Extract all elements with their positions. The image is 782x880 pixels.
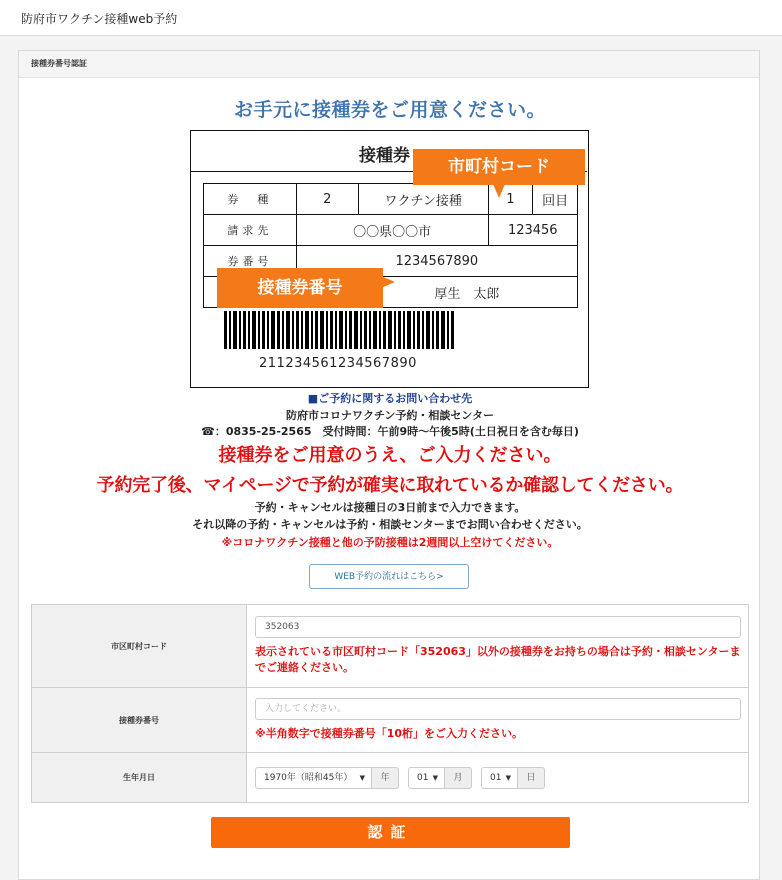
auth-form	[31, 604, 749, 803]
city-code-cell	[247, 605, 749, 688]
ticket-cell: 123456	[488, 215, 577, 246]
birth-month-value: 01	[417, 772, 429, 783]
city-code-input[interactable]: 352063	[255, 616, 741, 638]
ticket-row-billing	[204, 215, 578, 246]
city-code-note: 表示されている市区町村コード「352063」以外の接種券をお持ちの場合は予約・相談センターまでご連絡ください。	[255, 645, 741, 674]
notice-prepare: 接種券をご用意のうえ、ご入力ください。	[218, 445, 562, 466]
ticket-number-label: 接種券番号	[32, 688, 247, 753]
prepare-heading: お手元に接種券をご用意ください。	[233, 99, 546, 121]
panel-title: 接種券番号認証	[19, 51, 759, 78]
callout-city-code: 市町村コード	[413, 149, 585, 185]
city-code-label: 市区町村コード	[32, 605, 247, 688]
ticket-number-cell	[247, 688, 749, 753]
ticket-label: 券番号	[204, 246, 297, 277]
birth-date-label: 生年月日	[32, 753, 247, 803]
notice-deadline: 予約・キャンセルは接種日の3日前まで入力できます。	[254, 501, 526, 514]
birth-year-value: 1970年（昭和45年）	[264, 772, 353, 783]
ticket-cell: 〇〇県〇〇市	[296, 215, 488, 246]
ticket-number-note: ※半角数字で接種券番号「10桁」をご入力ください。	[255, 727, 523, 740]
chevron-down-icon: ▼	[359, 773, 365, 782]
birth-year-unit: 年	[372, 767, 399, 789]
chevron-down-icon: ▼	[432, 773, 438, 782]
ticket-title: 接種券	[359, 146, 410, 166]
ticket-label: 券 種	[204, 184, 297, 215]
contact-center: 防府市コロナワクチン予約・相談センター	[285, 409, 494, 422]
form-row-birth-date	[32, 753, 749, 803]
ticket-label: 請求先	[204, 215, 297, 246]
ticket-cell: 1	[488, 184, 533, 215]
form-row-ticket	[32, 688, 749, 753]
contact-phone: ☎：0835-25-2565 受付時間：午前9時～午後5時(土日祝日を含む毎日)	[201, 425, 579, 438]
birth-month-select[interactable]	[408, 767, 445, 789]
ticket-cell: 回目	[533, 184, 578, 215]
ticket-cell: 2	[296, 184, 358, 215]
contact-heading: ■ご予約に関するお問い合わせ先	[307, 392, 473, 405]
site-header	[0, 0, 782, 36]
ticket-number-input[interactable]: 入力してください。	[255, 698, 741, 720]
birth-day-unit: 日	[518, 767, 545, 789]
chevron-down-icon: ▼	[505, 773, 511, 782]
birth-day-value: 01	[490, 772, 502, 783]
flow-guide-button[interactable]: WEB予約の流れはこちら>	[309, 564, 469, 589]
notice-interval: ※コロナワクチン接種と他の予防接種は2週間以上空けてください。	[221, 536, 559, 549]
ticket-cell: ワクチン接種	[358, 184, 488, 215]
ticket-row-type	[204, 184, 578, 215]
birth-date-selects	[255, 767, 741, 789]
ticket-cell: 厚生 太郎	[296, 277, 577, 308]
birth-date-cell	[247, 753, 749, 803]
barcode-number: 211234561234567890	[259, 356, 417, 371]
form-row-city	[32, 605, 749, 688]
birth-month-unit: 月	[445, 767, 472, 789]
site-title: 防府市ワクチン接種web予約	[21, 12, 178, 26]
callout-ticket-number: 接種券番号	[217, 268, 383, 308]
notice-confirm: 予約完了後、マイページで予約が確実に取れているか確認してください。	[96, 475, 684, 496]
ticket-cell: 1234567890	[296, 246, 577, 277]
birth-year-select[interactable]	[255, 767, 372, 789]
notice-after-deadline: それ以降の予約・キャンセルは予約・相談センターまでお問い合わせください。	[192, 518, 588, 531]
barcode-graphic	[224, 311, 454, 349]
authenticate-button[interactable]: 認証	[211, 817, 570, 848]
birth-day-select[interactable]	[481, 767, 518, 789]
auth-panel	[18, 50, 760, 880]
